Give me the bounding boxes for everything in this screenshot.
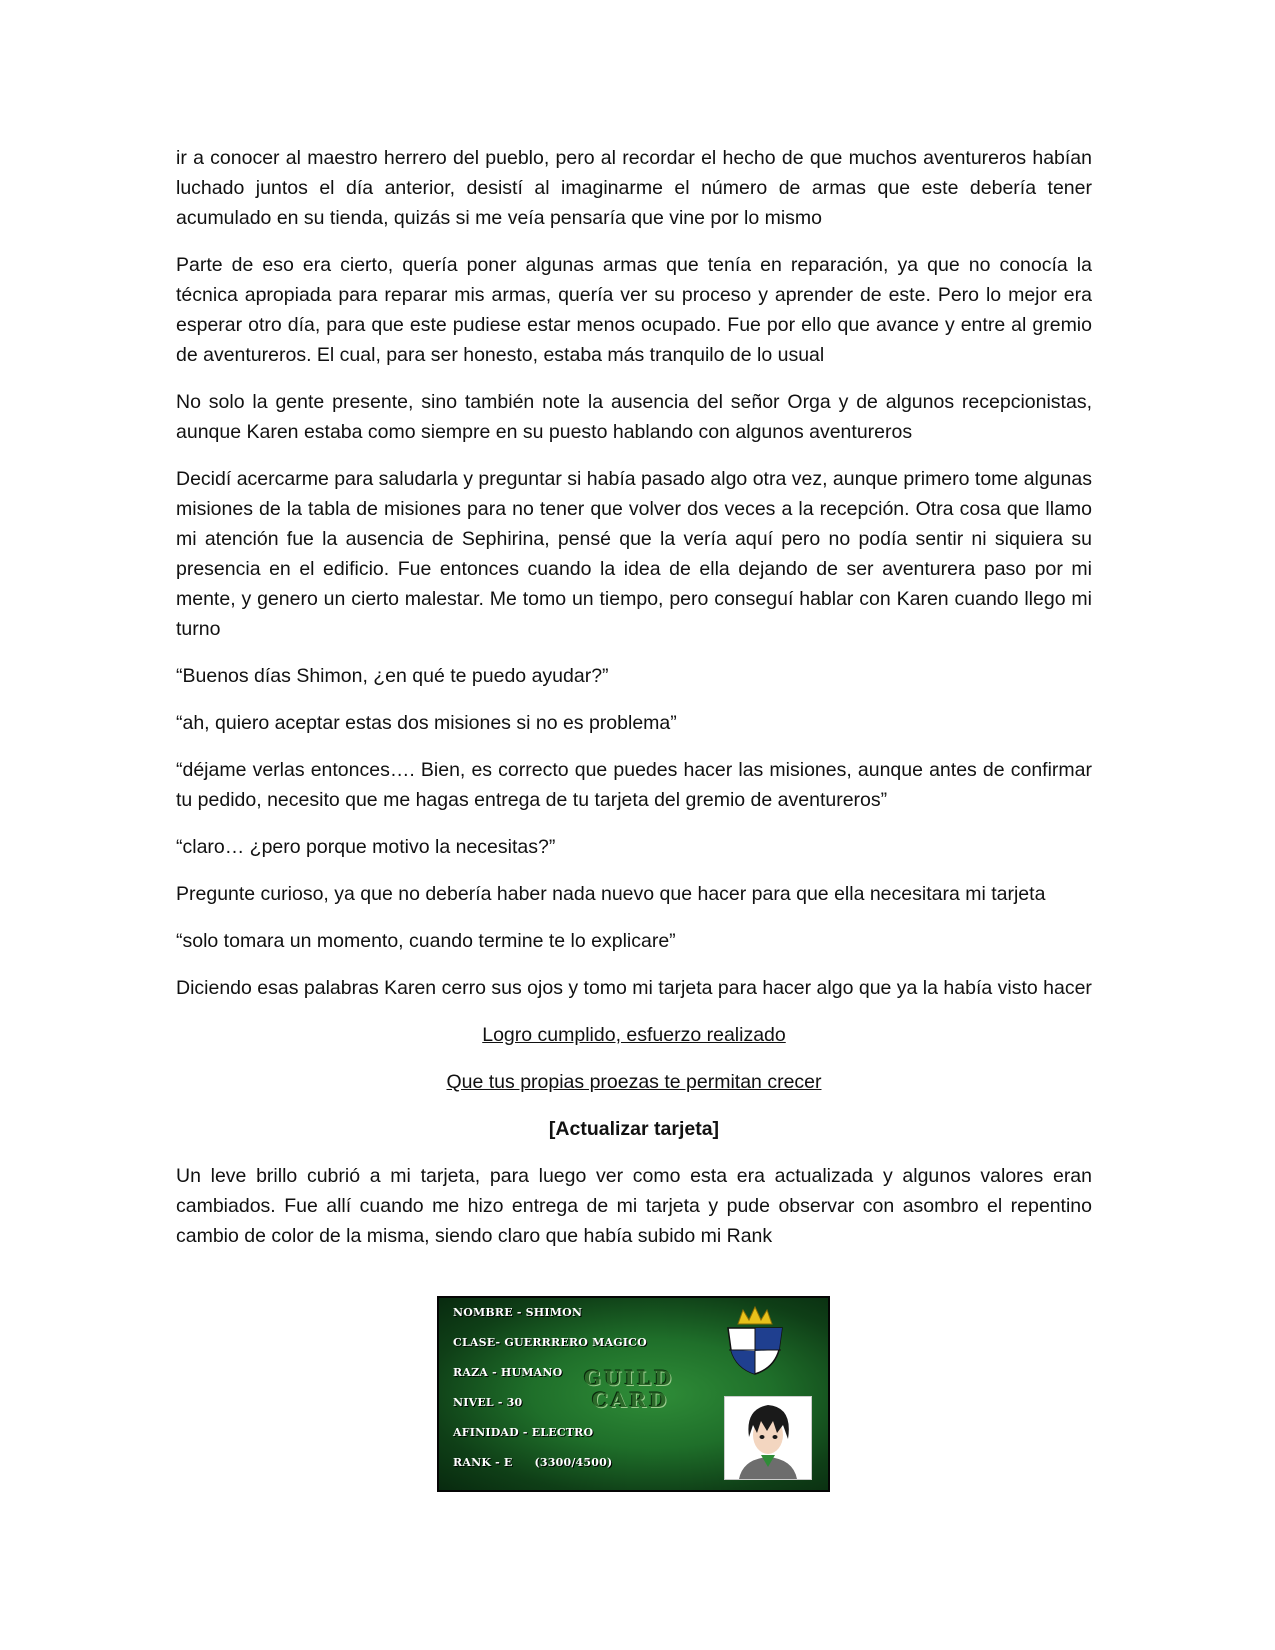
card-watermark: CARD (592, 1388, 670, 1412)
card-name-field: NOMBRE - SHIMON (453, 1306, 583, 1319)
dialogue-line: “déjame verlas entonces…. Bien, es correcto que puedes hacer las misiones, aunque antes de confirmar tu pedido, necesito que me hagas entrega de tu tarjeta del gremio de aventureros” (176, 759, 1092, 811)
dialogue-line: “Buenos días Shimon, ¿en qué te puedo ayudar?” (176, 665, 609, 687)
card-class-field: CLASE- GUERRRERO MAGICO (453, 1336, 647, 1349)
paragraph: Un leve brillo cubrió a mi tarjeta, para luego ver como esta era actualizada y algunos valores eran cambiados. Fue allí cuando me hizo entrega de mi tarjeta y pude observar con asombro el repentino cambio de color de la misma, siendo claro que había subido mi Rank (176, 1165, 1092, 1247)
paragraph: ir a conocer al maestro herrero del pueblo, pero al recordar el hecho de que muchos aventureros habían luchado juntos el día anterior, desistí al imaginarme el número de armas que este debería tener acumulado en su tienda, quizás si me veía pensaría que vine por lo mismo (176, 147, 1092, 229)
card-rank-field (453, 1456, 612, 1469)
guild-card-image (437, 1296, 830, 1492)
card-race-field: RAZA - HUMANO (453, 1366, 563, 1379)
chapter-text (176, 143, 1092, 1268)
dialogue-line: “solo tomara un momento, cuando termine te lo explicare” (176, 930, 676, 952)
character-portrait (724, 1396, 812, 1480)
character-avatar-icon (725, 1397, 811, 1479)
card-affinity-field: AFINIDAD - ELECTRO (453, 1426, 594, 1439)
system-message-line: Logro cumplido, esfuerzo realizado (482, 1024, 786, 1046)
paragraph: No solo la gente presente, sino también note la ausencia del señor Orga y de algunos recepcionistas, aunque Karen estaba como siempre en su puesto hablando con algunos aventureros (176, 391, 1092, 443)
paragraph: Parte de eso era cierto, quería poner algunas armas que tenía en reparación, ya que no conocía la técnica apropiada para reparar mis armas, quería ver su proceso y aprender de este. Pero lo mejor era esperar otro día, para que este pudiese estar menos ocupado. Fue por ello que avance y entre al gremio de aventureros. El cual, para ser honesto, estaba más tranquilo de lo usual (176, 254, 1092, 366)
paragraph: Pregunte curioso, ya que no debería haber nada nuevo que hacer para que ella necesitara mi tarjeta (176, 883, 1046, 905)
shield-crown-icon (724, 1306, 786, 1376)
card-rank-label: RANK - E (453, 1456, 513, 1469)
skill-title: [Actualizar tarjeta] (548, 1118, 720, 1140)
guild-watermark: GUILD (584, 1366, 675, 1390)
system-message-line: Que tus propias proezas te permitan crecer (446, 1071, 822, 1093)
dialogue-line: “ah, quiero aceptar estas dos misiones si no es problema” (176, 712, 677, 734)
paragraph: Diciendo esas palabras Karen cerro sus ojos y tomo mi tarjeta para hacer algo que ya la había visto hacer (176, 977, 1092, 999)
dialogue-line: “claro… ¿pero porque motivo la necesitas?” (176, 836, 556, 858)
paragraph: Decidí acercarme para saludarla y preguntar si había pasado algo otra vez, aunque primero tome algunas misiones de la tabla de misiones para no tener que volver dos veces a la recepción. Otra cosa que llamo mi atención fue la ausencia de Sephirina, pensé que la vería aquí pero no podía sentir ni siquiera su presencia en el edificio. Fue entonces cuando la idea de ella dejando de ser aventurera paso por mi mente, y genero un cierto malestar. Me tomo un tiempo, pero conseguí hablar con Karen cuando llego mi turno (176, 468, 1092, 640)
card-rank-progress: (3300/4500) (534, 1456, 613, 1469)
card-level-field: NIVEL - 30 (453, 1396, 523, 1409)
